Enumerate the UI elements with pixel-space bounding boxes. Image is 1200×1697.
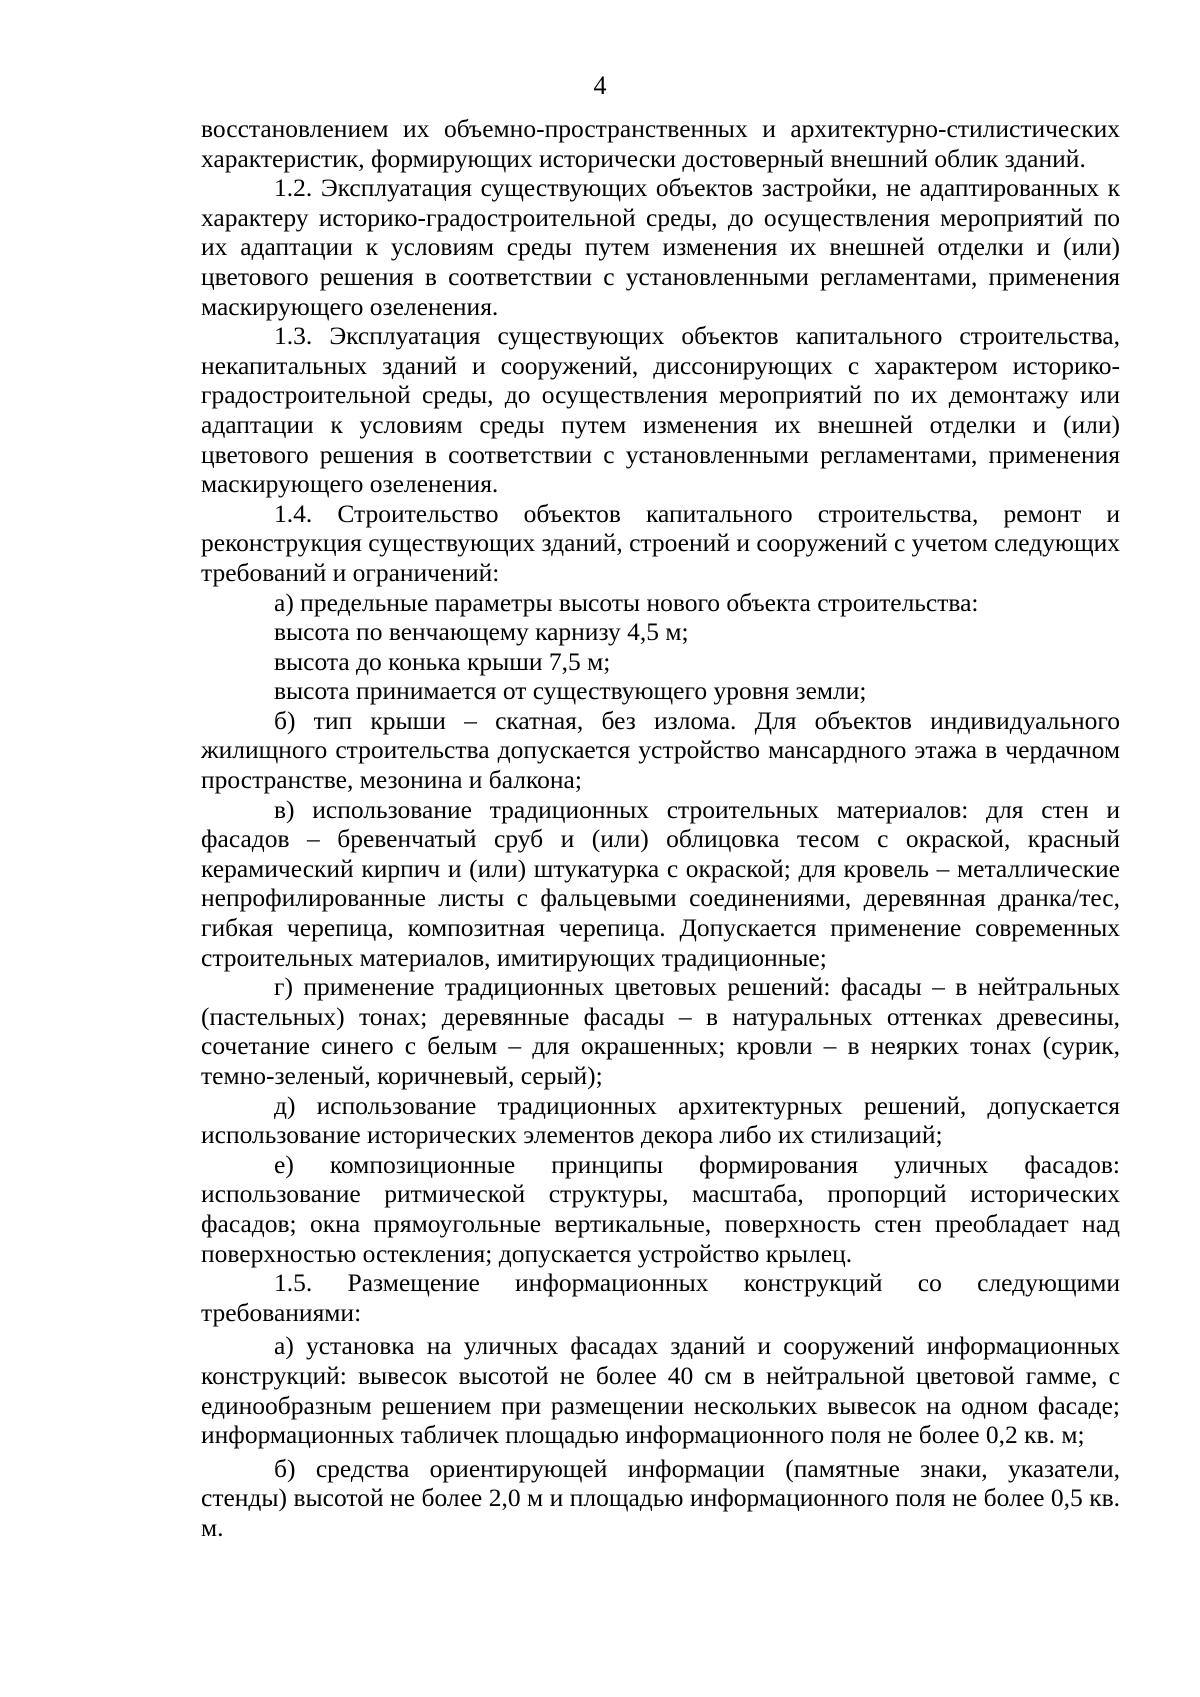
paragraph-1-5: 1.5. Размещение информационных конструкций со следующими требованиями:: [201, 1268, 1120, 1327]
item-g-colors: г) применение традиционных цветовых решений: фасады – в нейтральных (пастельных) тонах; деревянные фасады – в натуральных оттенках древесины, сочетание синего с белым – для окрашенных; кровли – в неярких тонах (сурик, темно-зеленый, коричневый, серый);: [201, 972, 1120, 1090]
item-ridge-height: высота до конька крыши 7,5 м;: [274, 646, 611, 676]
item-e-composition: е) композиционные принципы формирования уличных фасадов: использование ритмической структуры, масштаба, пропорций исторических фасадов; окна прямоугольные вертикальные, поверхность стен преобладает над поверхностью остекления; допускается устройство крылец.: [201, 1149, 1120, 1268]
item-d-architecture: д) использование традиционных архитектурных решений, допускается использование исторических элементов декора либо их стилизаций;: [201, 1090, 1120, 1150]
paragraph-continuation: восстановлением их объемно-пространственных и архитектурно-стилистических характеристик, формирующих исторически достоверный внешний облик зданий.: [201, 114, 1120, 173]
item-b-roof-type: б) тип крыши – скатная, без излома. Для объектов индивидуального жилищного строительства допускается устройство мансардного этажа в чердачном пространстве, мезонина и балкона;: [201, 705, 1120, 795]
paragraph-1-4: 1.4. Строительство объектов капитального строительства, ремонт и реконструкция существующих зданий, строений и сооружений с учетом следующих требований и ограничений:: [201, 498, 1120, 587]
item-b-orientation-info: б) средства ориентирующей информации (памятные знаки, указатели, стенды) высотой не более 2,0 м и площадью информационного поля не более 0,5 кв. м.: [201, 1453, 1120, 1542]
page-number: 4: [593, 71, 607, 100]
paragraph-1-2: 1.2. Эксплуатация существующих объектов застройки, не адаптированных к характеру историко-градостроительной среды, до осуществления мероприятий по их адаптации к условиям среды путем изменения их внешней отделки и (или) цветового решения в соответствии с установленными регламентами, применения маскирующего озеленения.: [201, 173, 1120, 321]
item-a-height-params: а) предельные параметры высоты нового объекта строительства:: [274, 587, 979, 617]
item-cornice-height: высота по венчающему карнизу 4,5 м;: [274, 617, 689, 647]
document-body: [201, 114, 1120, 1543]
paragraph-1-3: 1.3. Эксплуатация существующих объектов капитального строительства, некапитальных зданий и сооружений, диссонирующих с характером историко-градостроительной среды, до осуществления мероприятий по их демонтажу или адаптации к условиям среды путем изменения их внешней отделки и (или) цветового решения в соответствии с установленными регламентами, применения маскирующего озеленения.: [201, 321, 1120, 499]
item-v-materials: в) использование традиционных строительных материалов: для стен и фасадов – бревенчатый сруб и (или) облицовка тесом с окраской, красный керамический кирпич и (или) штукатурка с окраской; для кровель – металлические непрофилированные листы с фальцевыми соединениями, деревянная дранка/тес, гибкая черепица, композитная черепица. Допускается применение современных строительных материалов, имитирующих традиционные;: [201, 794, 1120, 972]
item-ground-level: высота принимается от существующего уровня земли;: [274, 676, 867, 706]
item-a-signage: а) установка на уличных фасадах зданий и сооружений информационных конструкций: вывесок высотой не более 40 см в нейтральной цветовой гамме, с единообразным решением при размещении нескольких вывесок на одном фасаде; информационных табличек площадью информационного поля не более 0,2 кв. м;: [201, 1331, 1120, 1450]
